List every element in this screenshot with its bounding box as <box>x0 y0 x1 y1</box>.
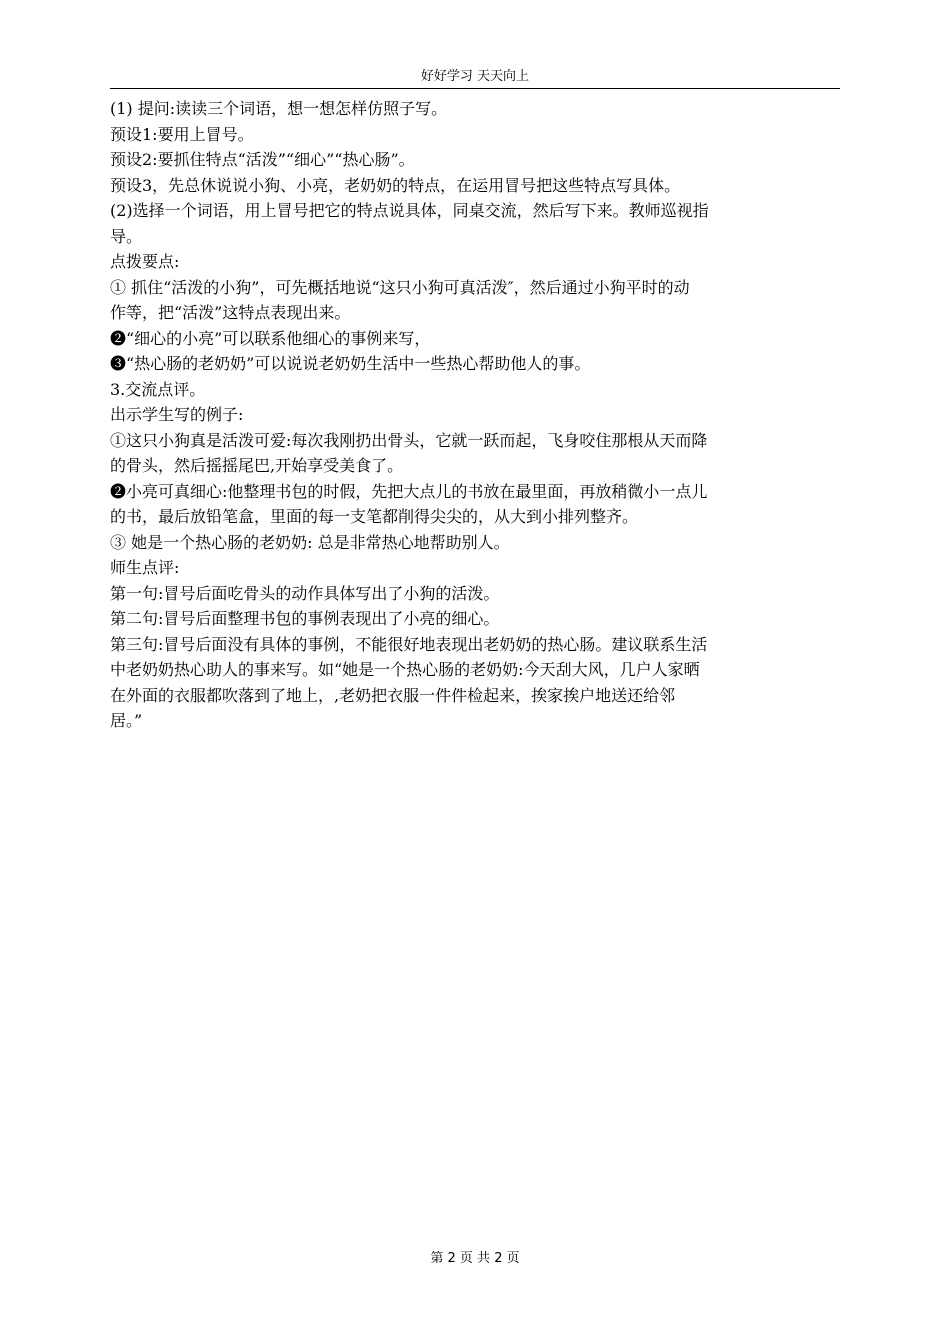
text-line: ❷小亮可真细心:他整理书包的时假，先把大点儿的书放在最里面，再放稍微小一点儿 <box>110 481 708 501</box>
text-line: ❸“热心肠的老奶奶”可以说说老奶奶生活中一些热心帮助他人的事。 <box>110 354 591 373</box>
text-line: 点拨要点: <box>110 252 180 271</box>
text-line: (2)选择一个词语，用上冒号把它的特点说具体，同桌交流，然后写下来。教师巡视指 <box>110 201 709 220</box>
page-header: 好好学习 天天向上 <box>420 69 530 84</box>
text-line: 在外面的衣服都吹落到了地上，,老奶把衣服一件件检起来，挨家挨户地送还给邻 <box>110 685 676 705</box>
text-line: 导。 <box>110 226 143 246</box>
text-line: 预设2:要抓住特点“活泼”“细心”“热心肠”。 <box>110 150 415 169</box>
text-line: 师生点评: <box>110 558 180 577</box>
text-line: 的骨头，然后摇摇尾巴,开始享受美食了。 <box>110 456 404 475</box>
text-line: 预设1:要用上冒号。 <box>110 124 254 144</box>
text-line: 中老奶奶热心助人的事来写。如“她是一个热心肠的老奶奶:今天刮大风，几户人家晒 <box>110 660 700 679</box>
text-line: 居。” <box>110 711 143 730</box>
text-line: 3.交流点评。 <box>110 379 206 399</box>
document-body <box>110 96 840 734</box>
text-line: 的书，最后放铅笔盒，里面的每一支笔都削得尖尖的，从大到小排列整齐。 <box>110 507 639 526</box>
text-line: 预设3，先总休说说小狗、小亮，老奶奶的特点，在运用冒号把这些特点写具体。 <box>110 175 681 195</box>
text-line: ① 抓住“活泼的小狗”，可先概括地说“这只小狗可真活泼″，然后通过小狗平时的动 <box>110 277 690 297</box>
text-line: 第二句:冒号后面整理书包的事例表现出了小亮的细心。 <box>110 609 500 628</box>
text-line: ❷“细心的小亮”可以联系他细心的事例来写， <box>110 328 431 348</box>
header-divider <box>110 88 840 89</box>
text-line: 第三句:冒号后面没有具体的事例，不能很好地表现出老奶奶的热心肠。建议联系生活 <box>110 634 708 654</box>
text-line: 第一句:冒号后面吃骨头的动作具体写出了小狗的活泼。 <box>110 583 500 603</box>
text-line: 作等，把“活泼”这特点表现出来。 <box>110 303 351 322</box>
text-line: ①这只小狗真是活泼可爱:每次我刚扔出骨头，它就一跃而起，飞身咬住那根从天而降 <box>110 430 708 450</box>
text-line: ③ 她是一个热心肠的老奶奶: 总是非常热心地帮助别人。 <box>110 532 510 552</box>
text-line: (1) 提问:读读三个词语，想一想怎样仿照子写。 <box>110 99 448 118</box>
page-number-footer: 第 2 页 共 2 页 <box>430 1251 520 1266</box>
text-line: 出示学生写的例子: <box>110 405 244 424</box>
